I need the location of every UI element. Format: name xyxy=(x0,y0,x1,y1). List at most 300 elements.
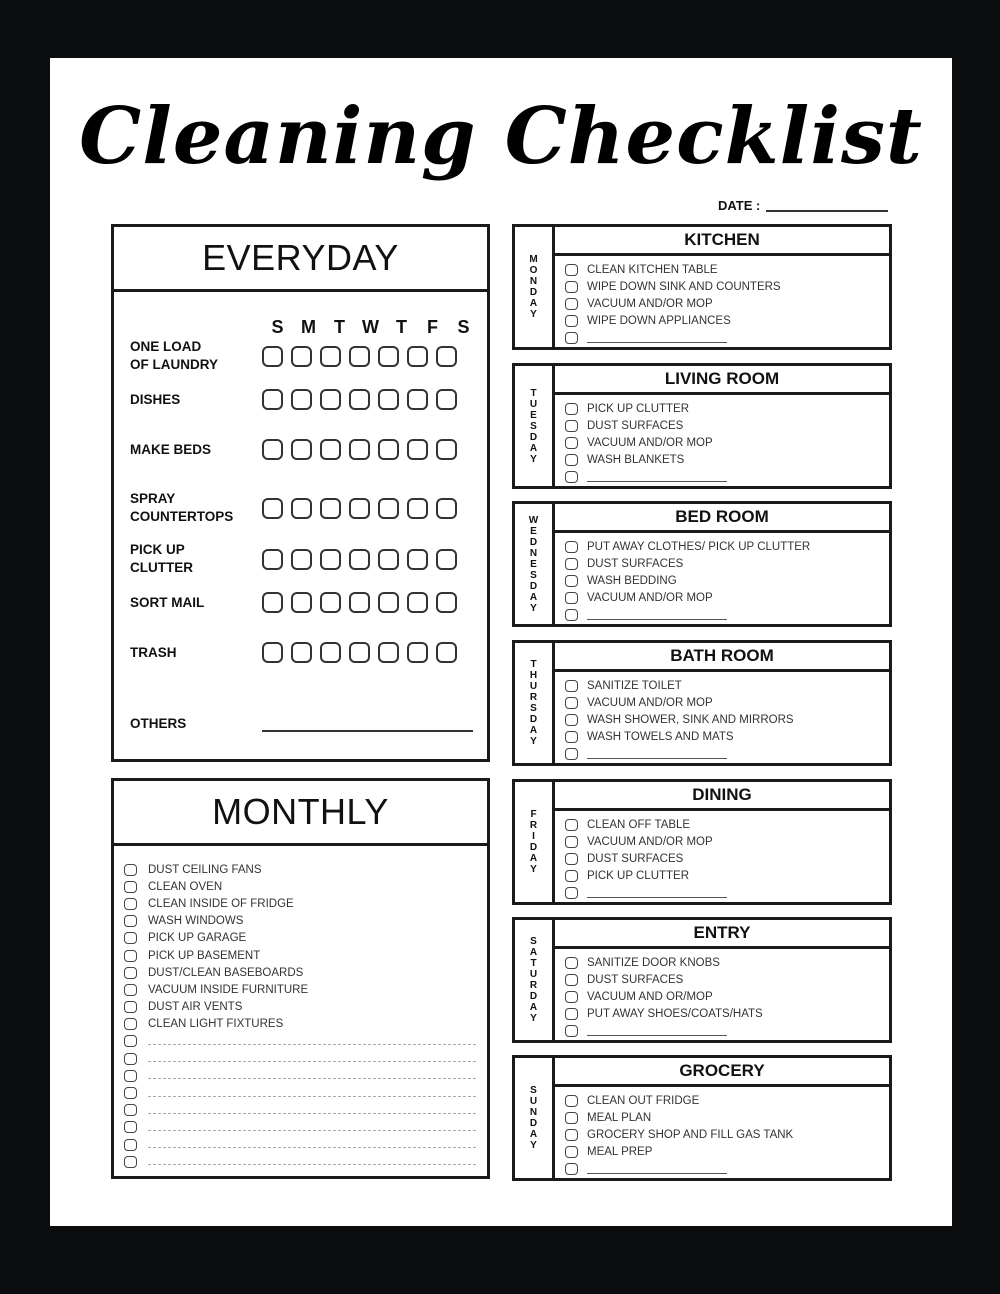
chore-label-line: CLUTTER xyxy=(130,560,193,575)
day-letter: S xyxy=(530,569,537,581)
day-letter: N xyxy=(529,1107,538,1118)
task-list xyxy=(555,811,889,902)
day-checkbox[interactable] xyxy=(349,389,370,410)
task-item xyxy=(565,417,889,434)
task-checkbox[interactable] xyxy=(124,915,137,927)
page-title: Cleaning Checklist xyxy=(79,91,923,182)
day-letter: Y xyxy=(530,864,537,875)
task-item xyxy=(565,1092,889,1109)
day-checkbox[interactable] xyxy=(436,439,457,460)
day-letter: W xyxy=(528,514,539,526)
task-checkbox[interactable] xyxy=(124,1053,137,1065)
day-letter: U xyxy=(529,1096,538,1107)
blank-input-line[interactable] xyxy=(587,1035,727,1036)
task-item xyxy=(565,555,889,572)
monthly-item xyxy=(124,861,476,878)
day-checkbox[interactable] xyxy=(320,389,341,410)
day-checkbox[interactable] xyxy=(291,549,312,570)
monthly-item-label: DUST AIR VENTS xyxy=(148,1001,243,1014)
day-checkbox[interactable] xyxy=(436,642,457,663)
date-label: DATE : xyxy=(718,198,761,213)
day-letter: D xyxy=(529,580,538,592)
day-checkbox[interactable] xyxy=(407,549,428,570)
day-letter: U xyxy=(529,681,538,692)
dashed-input-line[interactable] xyxy=(148,1096,476,1097)
monthly-list xyxy=(124,861,476,1170)
day-letter: R xyxy=(529,980,538,991)
task-checkbox[interactable] xyxy=(565,575,578,587)
day-checkbox[interactable] xyxy=(436,549,457,570)
day-card-sunday xyxy=(512,1055,892,1181)
day-letter: O xyxy=(529,265,538,276)
day-checkbox[interactable] xyxy=(436,389,457,410)
day-checkbox[interactable] xyxy=(320,592,341,613)
day-checkbox[interactable] xyxy=(262,592,283,613)
task-item xyxy=(565,833,889,850)
chore-row xyxy=(130,338,475,374)
day-checkbox[interactable] xyxy=(349,498,370,519)
task-checkbox[interactable] xyxy=(565,264,578,276)
task-checkbox[interactable] xyxy=(124,967,137,979)
monthly-item xyxy=(124,981,476,998)
task-label: CLEAN OFF TABLE xyxy=(587,818,691,831)
day-letter: T xyxy=(530,659,537,670)
task-checkbox[interactable] xyxy=(565,714,578,726)
day-checkbox[interactable] xyxy=(407,592,428,613)
day-checkbox[interactable] xyxy=(320,346,341,367)
day-checkbox[interactable] xyxy=(378,642,399,663)
task-label: VACUUM AND/OR MOP xyxy=(587,696,713,709)
day-checkbox[interactable] xyxy=(436,346,457,367)
task-item xyxy=(565,988,889,1005)
task-list xyxy=(555,1087,889,1178)
day-checkbox[interactable] xyxy=(349,439,370,460)
task-item xyxy=(565,816,889,833)
task-label: WIPE DOWN SINK AND COUNTERS xyxy=(587,280,781,293)
task-item xyxy=(565,590,889,607)
chore-label-line: OF LAUNDRY xyxy=(130,357,218,372)
vertical-day-label xyxy=(515,504,555,624)
weekday-label: F xyxy=(427,317,438,337)
task-label: PICK UP CLUTTER xyxy=(587,870,690,883)
task-item xyxy=(565,452,889,469)
task-checkbox[interactable] xyxy=(565,332,578,344)
weekday-label: M xyxy=(301,317,316,337)
task-label: DUST SURFACES xyxy=(587,973,684,986)
day-letter: T xyxy=(530,387,537,399)
task-checkbox[interactable] xyxy=(565,819,578,831)
weekday-checkboxes xyxy=(262,549,457,570)
task-checkbox[interactable] xyxy=(565,609,578,621)
task-checkbox[interactable] xyxy=(565,991,578,1003)
task-label: DUST SURFACES xyxy=(587,853,684,866)
dashed-input-line[interactable] xyxy=(148,1164,476,1165)
monthly-blank-item xyxy=(124,1067,476,1084)
room-heading: BATH ROOM xyxy=(555,643,889,672)
monthly-item xyxy=(124,878,476,895)
day-card-body xyxy=(555,1058,889,1178)
day-letter: A xyxy=(529,853,538,864)
monthly-item-label: PICK UP BASEMENT xyxy=(148,949,261,962)
day-checkbox[interactable] xyxy=(378,389,399,410)
monthly-item xyxy=(124,930,476,947)
task-label: WASH SHOWER, SINK AND MIRRORS xyxy=(587,714,794,727)
day-card-friday xyxy=(512,779,892,905)
day-letter: D xyxy=(529,536,538,548)
day-letter: D xyxy=(529,842,538,853)
task-checkbox[interactable] xyxy=(124,1104,137,1116)
day-checkbox[interactable] xyxy=(262,498,283,519)
chore-row xyxy=(130,439,475,460)
task-item xyxy=(565,694,889,711)
dashed-input-line[interactable] xyxy=(148,1078,476,1079)
task-item xyxy=(565,1126,889,1143)
chore-label-line: PICK UP xyxy=(130,542,185,557)
task-checkbox[interactable] xyxy=(124,1070,137,1082)
monthly-blank-item xyxy=(124,1153,476,1170)
day-card-tuesday xyxy=(512,363,892,489)
task-item xyxy=(565,434,889,451)
day-letter: A xyxy=(529,947,538,958)
day-card-wednesday xyxy=(512,501,892,627)
day-letter: D xyxy=(529,991,538,1002)
date-field xyxy=(718,198,888,213)
day-checkbox[interactable] xyxy=(262,642,283,663)
task-label: MEAL PREP xyxy=(587,1146,653,1159)
day-checkbox[interactable] xyxy=(291,346,312,367)
day-letter: Y xyxy=(530,736,537,747)
chore-label xyxy=(130,338,262,374)
day-letter: A xyxy=(529,1002,538,1013)
task-checkbox[interactable] xyxy=(565,680,578,692)
task-checkbox[interactable] xyxy=(124,1087,137,1099)
task-checkbox[interactable] xyxy=(124,1121,137,1133)
day-checkbox[interactable] xyxy=(262,439,283,460)
blank-input-line[interactable] xyxy=(587,481,727,482)
day-card-body xyxy=(555,227,889,347)
monthly-item xyxy=(124,895,476,912)
others-label: OTHERS xyxy=(130,716,187,731)
day-checkbox[interactable] xyxy=(320,498,341,519)
chore-row xyxy=(130,592,475,613)
task-label: VACUUM AND OR/MOP xyxy=(587,991,713,1004)
dashed-input-line[interactable] xyxy=(148,1147,476,1148)
day-checkbox[interactable] xyxy=(407,498,428,519)
room-heading: GROCERY xyxy=(555,1058,889,1087)
date-input-line[interactable] xyxy=(766,210,888,212)
room-heading: BED ROOM xyxy=(555,504,889,533)
day-letter: R xyxy=(529,820,538,831)
day-letter: S xyxy=(530,420,537,432)
task-item xyxy=(565,261,889,278)
day-letter: Y xyxy=(530,309,537,320)
day-letter: Y xyxy=(530,1013,537,1024)
task-label: VACUUM AND/OR MOP xyxy=(587,298,713,311)
blank-input-line[interactable] xyxy=(587,897,727,898)
chore-label-line: SPRAY xyxy=(130,491,176,506)
task-checkbox[interactable] xyxy=(565,298,578,310)
day-checkbox[interactable] xyxy=(378,498,399,519)
blank-input-line[interactable] xyxy=(587,619,727,620)
task-checkbox[interactable] xyxy=(124,1156,137,1168)
task-checkbox[interactable] xyxy=(565,281,578,293)
day-checkbox[interactable] xyxy=(291,498,312,519)
room-heading: ENTRY xyxy=(555,920,889,949)
task-checkbox[interactable] xyxy=(565,403,578,415)
monthly-item xyxy=(124,1016,476,1033)
monthly-blank-item xyxy=(124,1050,476,1067)
task-label: CLEAN KITCHEN TABLE xyxy=(587,263,718,276)
task-item xyxy=(565,538,889,555)
day-letter: E xyxy=(530,409,537,421)
room-heading: LIVING ROOM xyxy=(555,366,889,395)
task-checkbox[interactable] xyxy=(565,1008,578,1020)
task-checkbox[interactable] xyxy=(565,731,578,743)
day-checkbox[interactable] xyxy=(436,498,457,519)
task-label: DUST SURFACES xyxy=(587,557,684,570)
blank-input-line[interactable] xyxy=(587,758,727,759)
task-item xyxy=(565,1144,889,1161)
task-item xyxy=(565,400,889,417)
day-checkbox[interactable] xyxy=(320,549,341,570)
day-checkbox[interactable] xyxy=(349,642,370,663)
task-list xyxy=(555,533,889,624)
task-checkbox[interactable] xyxy=(124,1001,137,1013)
everyday-heading: EVERYDAY xyxy=(114,227,487,292)
monthly-item-label: DUST/CLEAN BASEBOARDS xyxy=(148,966,304,979)
monthly-blank-item xyxy=(124,1136,476,1153)
day-checkbox[interactable] xyxy=(378,346,399,367)
task-checkbox[interactable] xyxy=(565,697,578,709)
task-checkbox[interactable] xyxy=(124,1018,137,1030)
day-letter: E xyxy=(530,558,537,570)
monthly-heading: MONTHLY xyxy=(114,781,487,846)
day-checkbox[interactable] xyxy=(349,346,370,367)
day-card-monday xyxy=(512,224,892,350)
day-checkbox[interactable] xyxy=(262,549,283,570)
day-checkbox[interactable] xyxy=(291,389,312,410)
task-item xyxy=(565,1006,889,1023)
task-item xyxy=(565,313,889,330)
chore-label xyxy=(130,541,262,577)
task-checkbox[interactable] xyxy=(565,471,578,483)
day-letter: S xyxy=(530,703,537,714)
chore-row xyxy=(130,389,475,410)
task-checkbox[interactable] xyxy=(124,881,137,893)
monthly-item-label: CLEAN OVEN xyxy=(148,880,223,893)
day-checkbox[interactable] xyxy=(291,439,312,460)
checklist-page xyxy=(50,58,952,1226)
task-checkbox[interactable] xyxy=(565,957,578,969)
day-checkbox[interactable] xyxy=(349,549,370,570)
weekday-label: W xyxy=(362,317,379,337)
weekday-label: S xyxy=(271,317,284,337)
dashed-input-line[interactable] xyxy=(148,1130,476,1131)
day-checkbox[interactable] xyxy=(436,592,457,613)
task-checkbox[interactable] xyxy=(565,887,578,899)
task-checkbox[interactable] xyxy=(565,315,578,327)
monthly-blank-item xyxy=(124,1084,476,1101)
task-label: PUT AWAY SHOES/COATS/HATS xyxy=(587,1008,763,1021)
task-checkbox[interactable] xyxy=(565,1146,578,1158)
day-letter: Y xyxy=(530,602,537,614)
vertical-day-label xyxy=(515,366,555,486)
task-checkbox[interactable] xyxy=(565,974,578,986)
task-list xyxy=(555,256,889,347)
task-checkbox[interactable] xyxy=(124,1035,137,1047)
task-item xyxy=(565,954,889,971)
day-letter: Y xyxy=(530,1140,537,1151)
day-letter: T xyxy=(530,958,537,969)
vertical-day-label xyxy=(515,643,555,763)
task-label: WASH BLANKETS xyxy=(587,454,685,467)
task-checkbox[interactable] xyxy=(565,541,578,553)
weekday-label: S xyxy=(457,317,470,337)
task-label: CLEAN OUT FRIDGE xyxy=(587,1094,700,1107)
day-checkbox[interactable] xyxy=(407,389,428,410)
task-checkbox[interactable] xyxy=(124,1139,137,1151)
day-letter: A xyxy=(529,298,538,309)
room-heading: KITCHEN xyxy=(555,227,889,256)
blank-input-line[interactable] xyxy=(587,1173,727,1174)
weekday-label: T xyxy=(396,317,407,337)
task-item xyxy=(565,295,889,312)
task-list xyxy=(555,672,889,763)
day-checkbox[interactable] xyxy=(407,439,428,460)
day-checkbox[interactable] xyxy=(291,592,312,613)
task-list xyxy=(555,395,889,486)
day-checkbox[interactable] xyxy=(378,592,399,613)
day-letter: D xyxy=(529,431,538,443)
weekday-checkboxes xyxy=(262,439,457,460)
monthly-item xyxy=(124,913,476,930)
dashed-input-line[interactable] xyxy=(148,1044,476,1045)
weekday-header xyxy=(262,317,479,338)
day-letter: I xyxy=(532,831,535,842)
day-letter: H xyxy=(529,670,538,681)
day-checkbox[interactable] xyxy=(378,549,399,570)
task-checkbox[interactable] xyxy=(565,592,578,604)
day-letter: D xyxy=(529,287,538,298)
task-item xyxy=(565,971,889,988)
task-checkbox[interactable] xyxy=(565,836,578,848)
task-label: WASH TOWELS AND MATS xyxy=(587,731,734,744)
task-item xyxy=(565,850,889,867)
task-checkbox[interactable] xyxy=(565,437,578,449)
day-letter: S xyxy=(530,936,537,947)
task-checkbox[interactable] xyxy=(565,454,578,466)
chore-row xyxy=(130,642,475,663)
monthly-blank-item xyxy=(124,1033,476,1050)
day-checkbox[interactable] xyxy=(291,642,312,663)
blank-input-line[interactable] xyxy=(587,342,727,343)
day-checkbox[interactable] xyxy=(378,439,399,460)
task-checkbox[interactable] xyxy=(124,984,137,996)
day-letter: D xyxy=(529,1118,538,1129)
task-checkbox[interactable] xyxy=(124,898,137,910)
task-label: MEAL PLAN xyxy=(587,1111,652,1124)
monthly-item xyxy=(124,999,476,1016)
monthly-blank-item xyxy=(124,1119,476,1136)
task-checkbox[interactable] xyxy=(565,748,578,760)
monthly-item xyxy=(124,947,476,964)
blank-task-item xyxy=(565,607,889,624)
weekday-checkboxes xyxy=(262,346,457,367)
others-input-line[interactable] xyxy=(262,730,473,732)
task-checkbox[interactable] xyxy=(565,1129,578,1141)
task-checkbox[interactable] xyxy=(124,864,137,876)
task-checkbox[interactable] xyxy=(124,950,137,962)
chore-label-line: ONE LOAD xyxy=(130,339,202,354)
day-card-body xyxy=(555,504,889,624)
blank-task-item xyxy=(565,469,889,486)
chore-label xyxy=(130,644,262,662)
vertical-day-label xyxy=(515,782,555,902)
day-checkbox[interactable] xyxy=(407,346,428,367)
task-label: SANITIZE TOILET xyxy=(587,679,682,692)
blank-task-item xyxy=(565,1023,889,1040)
blank-task-item xyxy=(565,885,889,902)
day-letter: N xyxy=(529,547,538,559)
day-checkbox[interactable] xyxy=(407,642,428,663)
task-checkbox[interactable] xyxy=(565,558,578,570)
task-checkbox[interactable] xyxy=(565,1112,578,1124)
task-label: VACUUM AND/OR MOP xyxy=(587,835,713,848)
day-card-saturday xyxy=(512,917,892,1043)
task-checkbox[interactable] xyxy=(565,420,578,432)
dashed-input-line[interactable] xyxy=(148,1113,476,1114)
day-checkbox[interactable] xyxy=(262,346,283,367)
day-checkbox[interactable] xyxy=(320,642,341,663)
day-card-body xyxy=(555,782,889,902)
monthly-blank-item xyxy=(124,1102,476,1119)
task-list xyxy=(555,949,889,1040)
task-checkbox[interactable] xyxy=(565,853,578,865)
task-checkbox[interactable] xyxy=(124,932,137,944)
monthly-item-label: CLEAN INSIDE OF FRIDGE xyxy=(148,897,294,910)
chore-label xyxy=(130,490,262,526)
day-letter: A xyxy=(529,1129,538,1140)
monthly-item-label: VACUUM INSIDE FURNITURE xyxy=(148,983,309,996)
day-card-body xyxy=(555,643,889,763)
blank-task-item xyxy=(565,1161,889,1178)
task-item xyxy=(565,278,889,295)
weekday-checkboxes xyxy=(262,389,457,410)
chore-label-line: TRASH xyxy=(130,644,177,660)
task-item xyxy=(565,677,889,694)
task-label: GROCERY SHOP AND FILL GAS TANK xyxy=(587,1129,794,1142)
day-letter: A xyxy=(529,442,538,454)
task-label: WASH BEDDING xyxy=(587,575,677,588)
task-item xyxy=(565,868,889,885)
task-label: PICK UP CLUTTER xyxy=(587,402,690,415)
task-checkbox[interactable] xyxy=(565,1095,578,1107)
vertical-day-label xyxy=(515,920,555,1040)
day-letter: D xyxy=(529,714,538,725)
task-label: DUST SURFACES xyxy=(587,419,684,432)
task-label: PUT AWAY CLOTHES/ PICK UP CLUTTER xyxy=(587,540,811,553)
task-checkbox[interactable] xyxy=(565,1025,578,1037)
task-checkbox[interactable] xyxy=(565,870,578,882)
day-checkbox[interactable] xyxy=(320,439,341,460)
day-card-body xyxy=(555,920,889,1040)
day-letter: M xyxy=(529,254,538,265)
dashed-input-line[interactable] xyxy=(148,1061,476,1062)
day-checkbox[interactable] xyxy=(262,389,283,410)
task-checkbox[interactable] xyxy=(565,1163,578,1175)
day-letter: U xyxy=(529,398,538,410)
day-checkbox[interactable] xyxy=(349,592,370,613)
